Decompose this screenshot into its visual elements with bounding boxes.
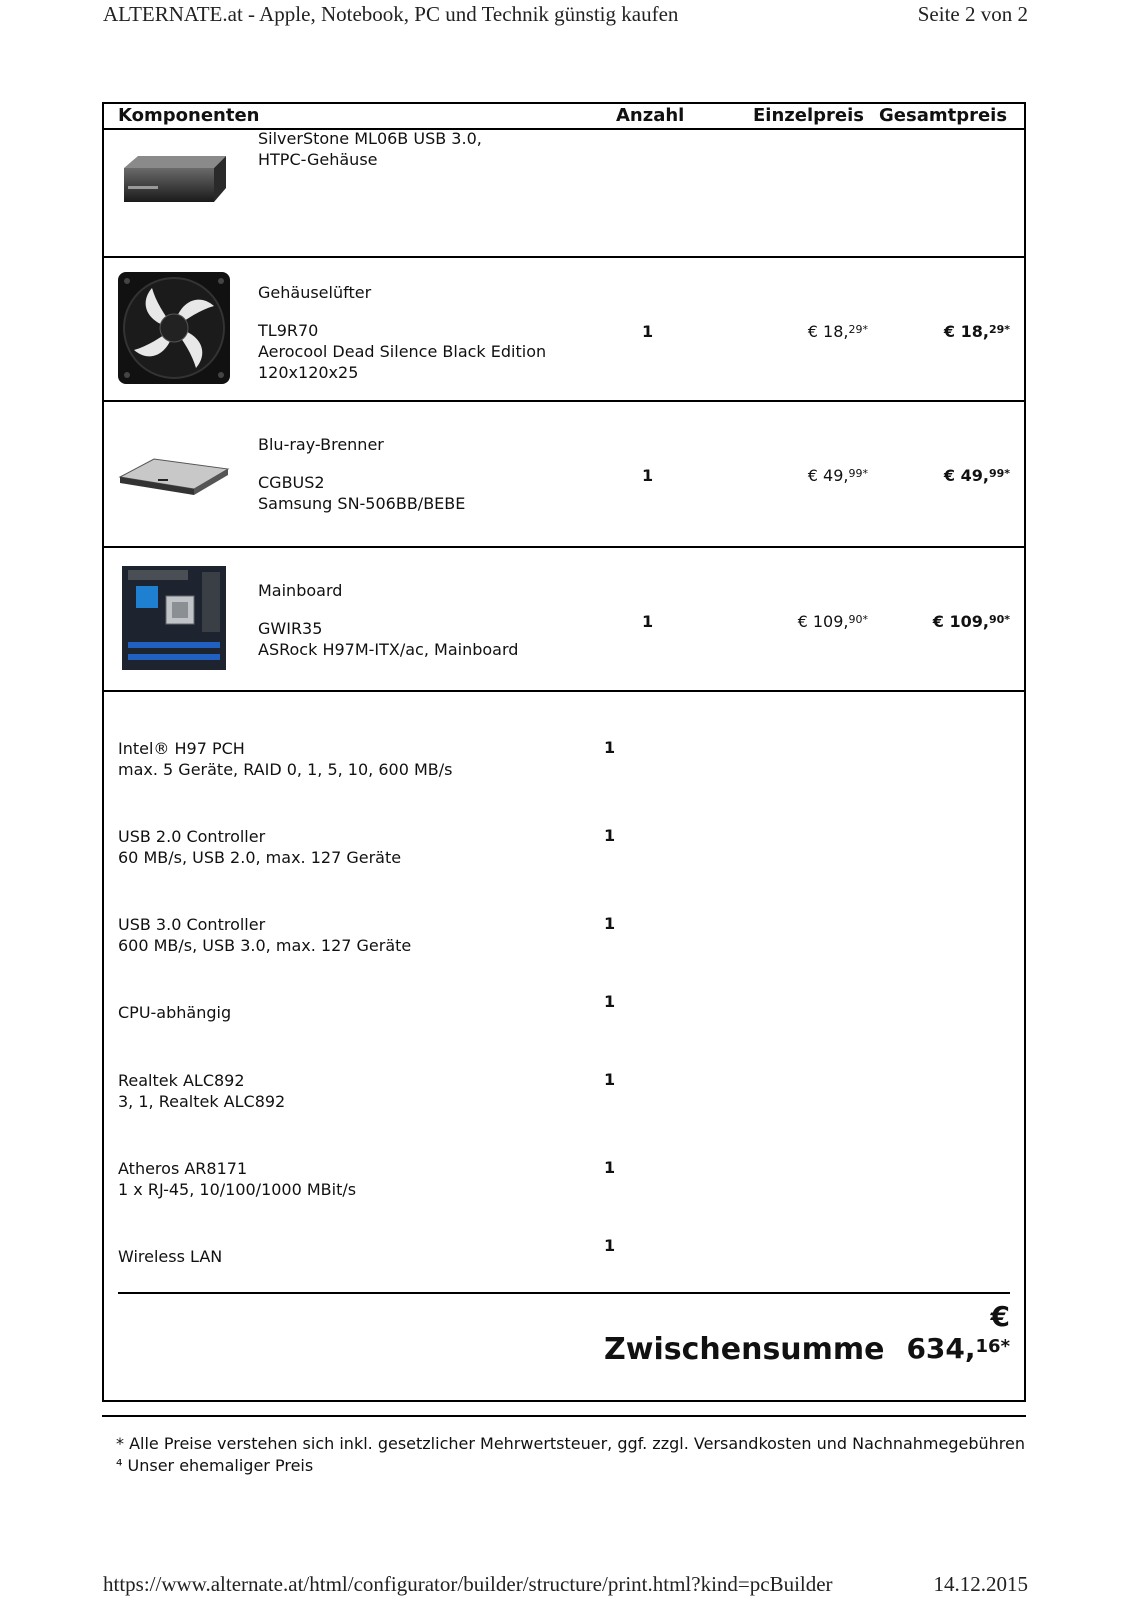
item-name: Samsung SN-506BB/BEBE xyxy=(258,494,466,513)
item-category: Mainboard xyxy=(258,581,343,600)
divider xyxy=(118,1292,1010,1294)
table-header xyxy=(104,104,1024,130)
item-description xyxy=(258,282,546,383)
spec-item: USB 2.0 Controller 60 MB/s, USB 2.0, max. 127 Geräte xyxy=(118,827,402,867)
item-total-price: € 109,$^{90*}$ xyxy=(932,612,1010,631)
spec-qty: 1 xyxy=(604,1236,616,1255)
footnote-former-price: ⁴ Unser ehemaliger Preis xyxy=(116,1456,314,1475)
item-unit-price: € 49,$^{99*}$ xyxy=(807,466,868,485)
item-name: ASRock H97M-ITX/ac, Mainboard xyxy=(258,640,519,659)
table-row xyxy=(104,258,1024,402)
spec-qty: 1 xyxy=(604,914,616,933)
table-row xyxy=(104,128,1024,258)
item-category: Blu-ray-Brenner xyxy=(258,435,384,454)
item-total-price: € 49,$^{99*}$ xyxy=(943,466,1010,485)
table-row xyxy=(104,402,1024,548)
item-description xyxy=(258,434,465,514)
item-code: CGBUS2 xyxy=(258,473,325,492)
spec-qty: 1 xyxy=(604,738,616,757)
spec-item: USB 3.0 Controller 600 MB/s, USB 3.0, max. 127 Geräte xyxy=(118,915,412,955)
source-url[interactable]: https://www.alternate.at/html/configurator/builder/structure/print.html?kind=pcBuilder xyxy=(103,1572,833,1596)
item-name: Aerocool Dead Silence Black Edition xyxy=(258,342,547,361)
page-number: Seite 2 von 2 xyxy=(917,2,1028,26)
item-description xyxy=(258,580,518,660)
item-description xyxy=(258,128,528,170)
item-category: Gehäuselüfter xyxy=(258,283,372,302)
mainboard-image xyxy=(118,562,230,674)
spec-item: Realtek ALC892 3, 1, Realtek ALC892 xyxy=(118,1071,286,1111)
col-unit-price: Einzelpreis xyxy=(753,105,864,126)
spec-qty: 1 xyxy=(604,1070,616,1089)
subtotal-label: Zwischensumme xyxy=(604,1332,885,1367)
spec-qty: 1 xyxy=(604,826,616,845)
spec-item: Wireless LAN xyxy=(118,1247,223,1266)
components-table xyxy=(102,102,1026,1402)
item-total-price: € 18,$^{29*}$ xyxy=(943,322,1010,341)
spec-item: CPU-abhängig xyxy=(118,1003,232,1022)
spec-item: Atheros AR8171 1 x RJ-45, 10/100/1000 MBit/s xyxy=(118,1159,357,1199)
item-code: GWIR35 xyxy=(258,619,323,638)
spec-qty: 1 xyxy=(604,1158,616,1177)
case-image xyxy=(118,134,230,246)
item-spec: 120x120x25 xyxy=(258,363,359,382)
col-total-price: Gesamtpreis xyxy=(879,105,1008,126)
spec-qty: 1 xyxy=(604,992,616,1011)
footnotes xyxy=(116,1433,1025,1477)
item-code: TL9R70 xyxy=(258,321,319,340)
document-title: ALTERNATE.at - Apple, Notebook, PC und Technik günstig kaufen xyxy=(103,2,679,26)
item-qty: 1 xyxy=(642,322,654,341)
footnote-prices: * Alle Preise verstehen sich inkl. gesetzlicher Mehrwertsteuer, ggf. zzgl. Versandkosten und Nachnahmegebühren xyxy=(116,1434,1025,1453)
col-component: Komponenten xyxy=(118,105,260,126)
item-qty: 1 xyxy=(642,466,654,485)
item-unit-price: € 109,$^{90*}$ xyxy=(797,612,868,631)
page-header xyxy=(103,2,1028,27)
item-unit-price: € 18,$^{29*}$ xyxy=(807,322,868,341)
fan-image xyxy=(118,272,230,384)
drive-image xyxy=(118,419,230,531)
item-name: SilverStone ML06B USB 3.0, HTPC-Gehäuse xyxy=(258,129,482,169)
page-footer xyxy=(103,1572,1028,1597)
table-row xyxy=(104,548,1024,692)
item-qty: 1 xyxy=(642,612,654,631)
subtotal-value: € 634,$^{16*}$ xyxy=(906,1300,1010,1365)
col-qty: Anzahl xyxy=(616,105,685,126)
print-date: 14.12.2015 xyxy=(933,1572,1028,1596)
spec-item: Intel® H97 PCH max. 5 Geräte, RAID 0, 1, 5, 10, 600 MB/s xyxy=(118,739,453,779)
divider xyxy=(102,1415,1026,1417)
